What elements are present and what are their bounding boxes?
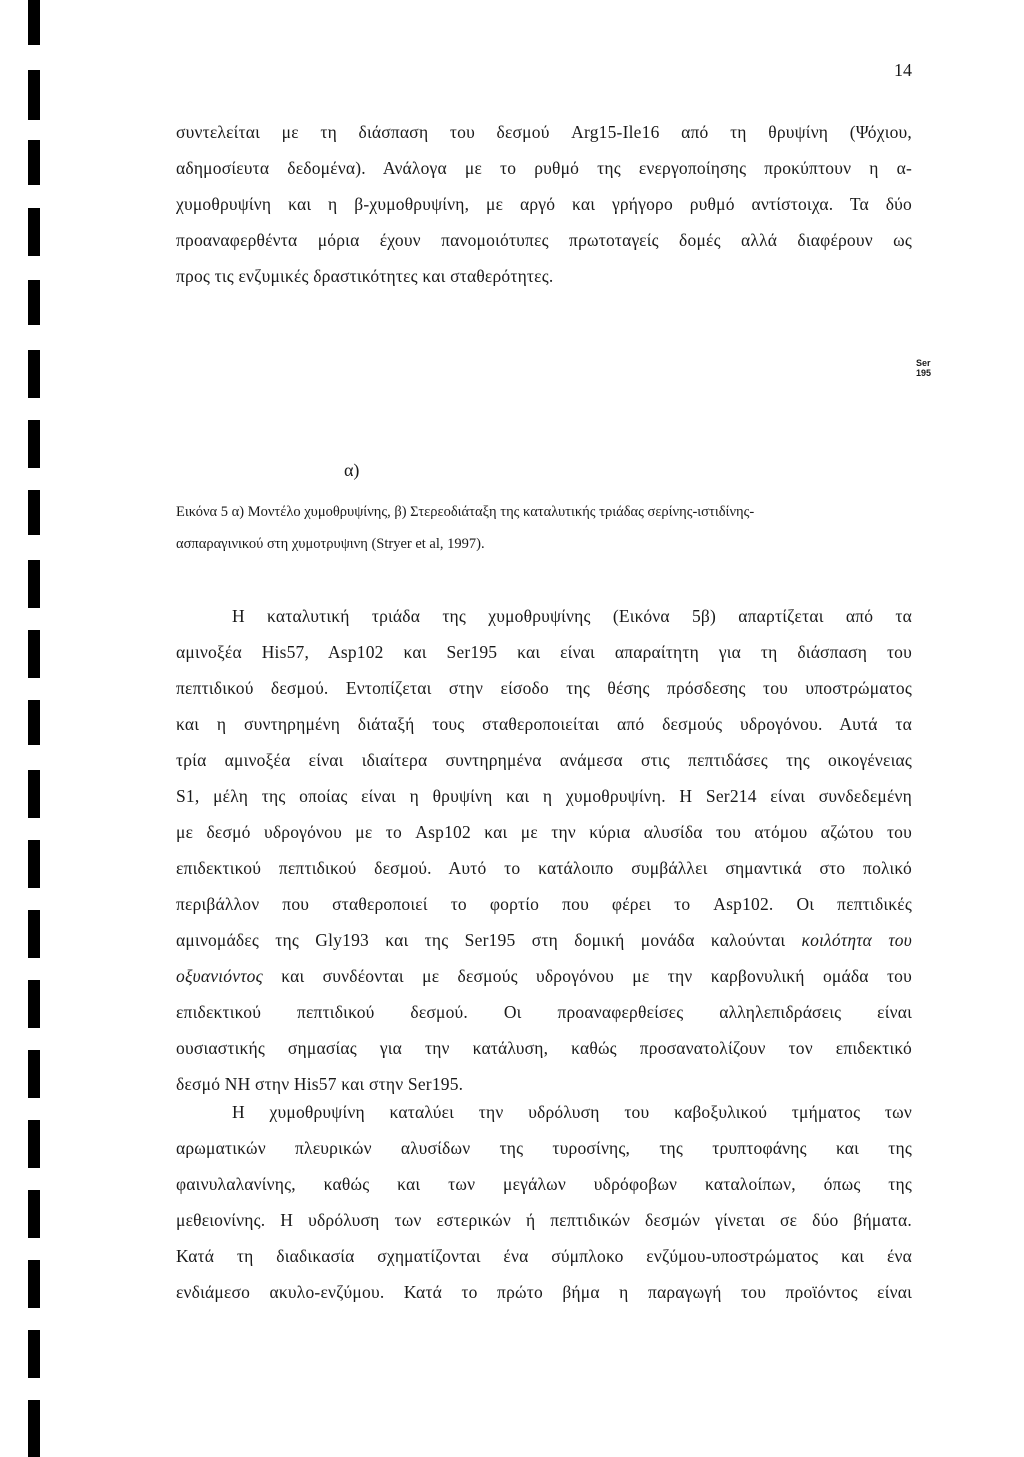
film-mark	[28, 700, 40, 745]
text-line: επιδεκτικού πεπτιδικού δεσμού. Αυτό το κατάλοιπο συμβάλλει σημαντικά στο πολικό	[176, 858, 912, 878]
film-mark	[28, 70, 40, 120]
ser195-label: Ser 195	[916, 358, 932, 378]
text-line: συντελείται με τη διάσπαση του δεσμού Arg15-Ile16 από τη θρυψίνη (Ψόχιου,	[176, 122, 912, 142]
film-mark	[28, 980, 40, 1028]
text-span: αμινομάδες της Gly193 και της Ser195 στη δομική μονάδα καλούνται	[176, 930, 786, 950]
text-line: πεπτιδικού δεσμού. Εντοπίζεται στην είσοδο της θέσης πρόσδεσης του υποστρώματος	[176, 678, 912, 698]
film-mark	[28, 420, 40, 468]
film-mark	[28, 208, 40, 256]
film-mark	[28, 0, 40, 45]
text-line: με δεσμό υδρογόνου με το Asp102 και με την κύρια αλυσίδα του ατόμου αζώτου του	[176, 822, 912, 842]
film-mark	[28, 1050, 40, 1098]
film-mark	[28, 910, 40, 958]
text-line: τρία αμινοξέα είναι ιδιαίτερα συντηρημένα ανάμεσα στις πεπτιδάσες της οικογένειας	[176, 750, 912, 770]
text-line: περιβάλλον που σταθεροποιεί το φορτίο που φέρει το Asp102. Οι πεπτιδικές	[176, 894, 912, 914]
text-line: μεθειονίνης. Η υδρόλυση των εστερικών ή πεπτιδικών δεσμών γίνεται σε δύο βήματα.	[176, 1210, 912, 1230]
text-line: και η συντηρημένη διάταξή τους σταθεροποιείται από δεσμούς υδρογόνου. Αυτά τα	[176, 714, 912, 734]
paragraph-2	[176, 598, 912, 1102]
caption-line: Εικόνα 5 α) Μοντέλο χυμοθρυψίνης, β) Στερεοδιάταξη της καταλυτικής τριάδας σερίνης-ιστιδίνης-	[176, 504, 755, 520]
paragraph-3	[176, 1094, 912, 1310]
film-mark	[28, 140, 40, 185]
film-mark	[28, 350, 40, 398]
film-mark	[28, 1120, 40, 1168]
text-line: ουσιαστικής σημασίας για την κατάλυση, καθώς προσανατολίζουν τον επιδεκτικό	[176, 1038, 912, 1058]
film-mark	[28, 1400, 40, 1457]
text-line: αδημοσίευτα δεδομένα). Ανάλογα με το ρυθμό της ενεργοποίησης προκύπτουν η α-	[176, 158, 912, 178]
text-line: φαινυλαλανίνης, καθώς και των μεγάλων υδρόφοβων καταλοίπων, όπως της	[176, 1174, 912, 1194]
text-line: αρωματικών πλευρικών αλυσίδων της τυροσίνης, της τρυπτοφάνης και της	[176, 1138, 912, 1158]
text-line: προς τις ενζυμικές δραστικότητες και σταθερότητες.	[176, 266, 554, 286]
film-mark	[28, 770, 40, 818]
text-line: χυμοθρυψίνη και η β-χυμοθρυψίνη, με αργό και γρήγορο ρυθμό αντίστοιχα. Τα δύο	[176, 194, 912, 214]
italic-term: κοιλότητα του	[801, 930, 912, 950]
page-number: 14	[894, 60, 912, 80]
figure-caption	[176, 496, 912, 560]
text-line: επιδεκτικού πεπτιδικού δεσμού. Οι προαναφερθείσες αλληλεπιδράσεις είναι	[176, 1002, 912, 1022]
film-mark	[28, 1190, 40, 1238]
text-line: δεσμό ΝΗ στην His57 και στην Ser195.	[176, 1074, 464, 1094]
paragraph-1	[176, 114, 912, 294]
film-mark	[28, 280, 40, 325]
caption-line: ασπαραγινικού στη χυμοτρυψινη (Stryer et al, 1997).	[176, 536, 485, 552]
panel-a-label: α)	[344, 460, 360, 480]
film-mark	[28, 1260, 40, 1308]
text-line: Η καταλυτική τριάδα της χυμοθρυψίνης (Εικόνα 5β) απαρτίζεται από τα	[232, 606, 912, 626]
text-span: και συνδέονται με δεσμούς υδρογόνου με την καρβονυλική ομάδα του	[281, 966, 912, 986]
film-strip-border	[0, 0, 60, 1457]
film-mark	[28, 630, 40, 678]
film-mark	[28, 840, 40, 888]
film-mark	[28, 560, 40, 608]
text-line	[176, 958, 912, 994]
text-line: αμινοξέα His57, Asp102 και Ser195 και είναι απαραίτητη για τη διάσπαση του	[176, 642, 912, 662]
text-line	[176, 922, 912, 958]
film-mark	[28, 490, 40, 535]
figure-5	[176, 330, 932, 480]
text-line: ενδιάμεσο ακυλο-ενζύμου. Κατά το πρώτο βήμα η παραγωγή του προϊόντος είναι	[176, 1282, 912, 1302]
film-mark	[28, 1330, 40, 1378]
text-line: προαναφερθέντα μόρια έχουν πανομοιότυπες πρωτοταγείς δομές αλλά διαφέρουν ως	[176, 230, 912, 250]
text-line: Η χυμοθρυψίνη καταλύει την υδρόλυση του καβοξυλικού τμήματος των	[232, 1102, 912, 1122]
text-line: Κατά τη διαδικασία σχηματίζονται ένα σύμπλοκο ενζύμου-υποστρώματος και ένα	[176, 1246, 912, 1266]
text-line: S1, μέλη της οποίας είναι η θρυψίνη και η χυμοθρυψίνη. Η Ser214 είναι συνδεδεμένη	[176, 786, 912, 806]
italic-term: οξυανιόντος	[176, 966, 263, 986]
